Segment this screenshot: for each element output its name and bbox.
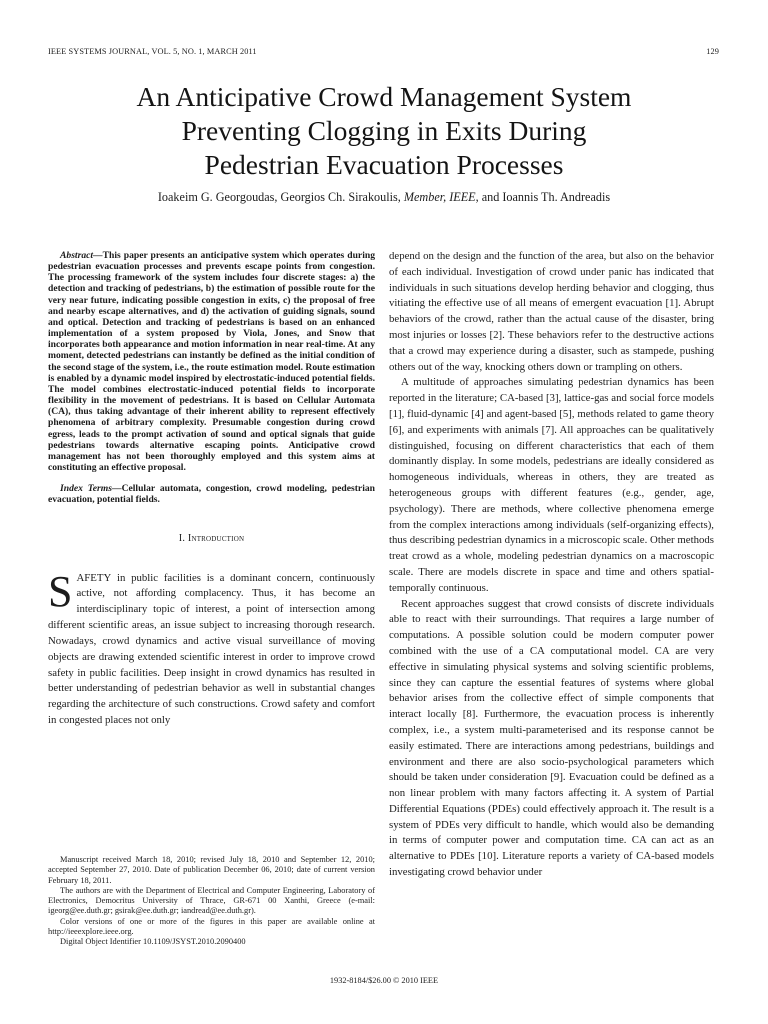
right-paragraph-3: Recent approaches suggest that crowd consists of discrete individuals able to react with their surroundings. That requires a large number of computations. A possible solution could be modern computer power combined with the use of a CA computational model. CA are very effective in simulating physical systems and solving scientific problems, since they can capture the essential features of systems where global behavior arises from the collective effect of simple components that interact locally [8]. Furthermore, the evacuation process is inherently complex, i.e., a system multi-parameterised and its response cannot be easily estimated. There are interactions among pedestrians, buildings and environment and there are also socio-psychological parameters which should be taken under consideration [9]. Evacuation could be defined as a non linear problem with many factors affecting it. A system of Partial Differential Equations (PDEs) could effectively approach it. The result is a system of PDEs very difficult to handle, which would also be demanding in terms of computer power and computation time. CA can act as an alternative to PDEs [10]. Literature reports a variety of CA-based models investigating crowd behavior under	[389, 597, 714, 879]
left-column	[48, 250, 375, 729]
right-paragraph-1: depend on the design and the function of the area, but also on the behavior of each individual. Investigation of crowd under panic has indicated that individuals in such situations develop herding behavior and clogging, thus vitiating the effective use of all means of emergent evacuation [1]. Abrupt behaviors of the crowd, rather than the actual cause of the disaster, bring most injuries or losses [2]. These behaviors refer to the destructive actions that a crowd may experience during a disaster, such as stampede, pushing others out of the way, knocking others down or trampling on others.	[389, 250, 714, 373]
footnotes	[48, 855, 375, 948]
index-terms	[48, 483, 375, 505]
intro-lead: AFETY	[76, 571, 112, 584]
section-heading	[48, 533, 375, 544]
right-paragraph-2: A multitude of approaches simulating pedestrian dynamics has been reported in the literature; CA-based [3], lattice-gas and social force models [1], fluid-dynamic [4] and agent-based [5], methods related to game theory [6], and experiments with animals [7]. All approaches can be qualitatively distinguished, focusing on different characteristics that each of them dominantly display. In some models, pedestrians are ideally considered as homogeneous individuals, whereas in others, they are treated as heterogeneous groups with different features (e.g., gender, age, psychology). There are methods, where collective phenomena emerge from the complex interactions among individuals (self-organizing effects), thus describing pedestrian dynamics in a microscopic scale. Other methods treat crowd as a whole, modeling pedestrian dynamics on a macroscopic scale. There are models discrete in space and time and others spatial-temporally continuous.	[389, 376, 714, 594]
intro-text: in public facilities is a dominant concern, continuously active, not affording complacency. Thus, it has become an interdisciplinary topic of interest, a point of intersection among different scientific areas, an issue subject to increasing thorough research. Nowadays, crowd dynamics and active visual surveillance of moving objects are drawing extended scientific interest in order to improve crowd safety in public facilities. Deep insight in crowd dynamics has resulted in better understanding of pedestrian behavior as well in substantial changes regarding the architecture of such constructions. Crowd safety and comfort in congested places not only	[48, 571, 375, 727]
section-title: Introduction	[187, 532, 245, 544]
journal-name: IEEE SYSTEMS JOURNAL, VOL. 5, NO. 1, MARCH 2011	[48, 47, 257, 56]
abstract-label: Abstract—	[60, 250, 103, 261]
authors-rest: , and Ioannis Th. Andreadis	[475, 190, 611, 204]
title-line-2: Preventing Clogging in Exits During	[181, 115, 587, 146]
author-list	[40, 190, 728, 205]
footnote-received: Manuscript received March 18, 2010; revised July 18, 2010 and September 12, 2010; accepted September 27, 2010. Date of publication December 06, 2010; date of current version February 18, 2011.	[48, 855, 375, 885]
right-column	[389, 249, 714, 881]
paper-title	[40, 80, 728, 182]
footnote-color: Color versions of one or more of the figures in this paper are available online at http://ieeexplore.ieee.org.	[48, 916, 375, 937]
copyright-footer: 1932-8184/$26.00 © 2010 IEEE	[329, 976, 439, 985]
index-terms-label: Index Terms—	[60, 483, 122, 495]
authors-first: Ioakeim G. Georgoudas, Georgios Ch. Sirakoulis,	[157, 190, 404, 204]
drop-cap: S	[48, 566, 73, 616]
intro-paragraph	[48, 566, 375, 729]
title-line-1: An Anticipative Crowd Management System	[136, 81, 632, 112]
footnote-affiliation: The authors are with the Department of Electrical and Computer Engineering, Laboratory of Electronics, Democritus University of Thrace, GR-671 00 Xanthi, Greece (e-mail: igeorg@ee.duth.gr; gsirak@ee.duth.gr; iandread@ee.duth.gr).	[48, 885, 375, 916]
running-head	[48, 47, 719, 59]
abstract-text: This paper presents an anticipative system which operates during pedestrian evacuation processes and prevents escape points from congestion. The processing framework of the system includes four discrete stages: a) the detection and tracking of pedestrians, b) the estimation of possible route for the very near future, indicating possible congestion in exits, c) the proposal of free and nearby escape alternatives, and d) the activation of guiding signals, sound and optical. Detection and tracking of pedestrians is based on an enhanced implementation of a system proposed by Viola, Jones, and Snow that incorporates both appearance and motion information in near real-time. At any moment, detected pedestrians can instantly be defined as the initial condition of the second stage of the system, i.e., the route estimation model. Route estimation is enabled by a dynamic model inspired by electrostatic-induced potential fields. The model combines electrostatic-induced potential fields to incorporate flexibility in the movement of pedestrians. It is based on Cellular Automata (CA), thus taking advantage of their inherent ability to represent effectively phenomena of arbitrary complexity. Presumable congestion during crowd egress, leads to the prompt activation of sound and optical signals that guide pedestrians towards alternative escaping points. Anticipative crowd management has not been thoroughly employed and this system aims at constituting an effective proposal.	[48, 250, 375, 473]
section-number: I.	[178, 532, 188, 544]
index-terms-text: Cellular automata, congestion, crowd modeling, pedestrian evacuation, potential fields.	[48, 483, 375, 506]
page-number: 129	[706, 47, 719, 56]
footnote-doi: Digital Object Identifier 10.1109/JSYST.2010.2090400	[60, 937, 246, 947]
title-line-3: Pedestrian Evacuation Processes	[204, 149, 564, 180]
abstract	[48, 250, 375, 473]
author-membership: Member, IEEE	[403, 190, 476, 204]
